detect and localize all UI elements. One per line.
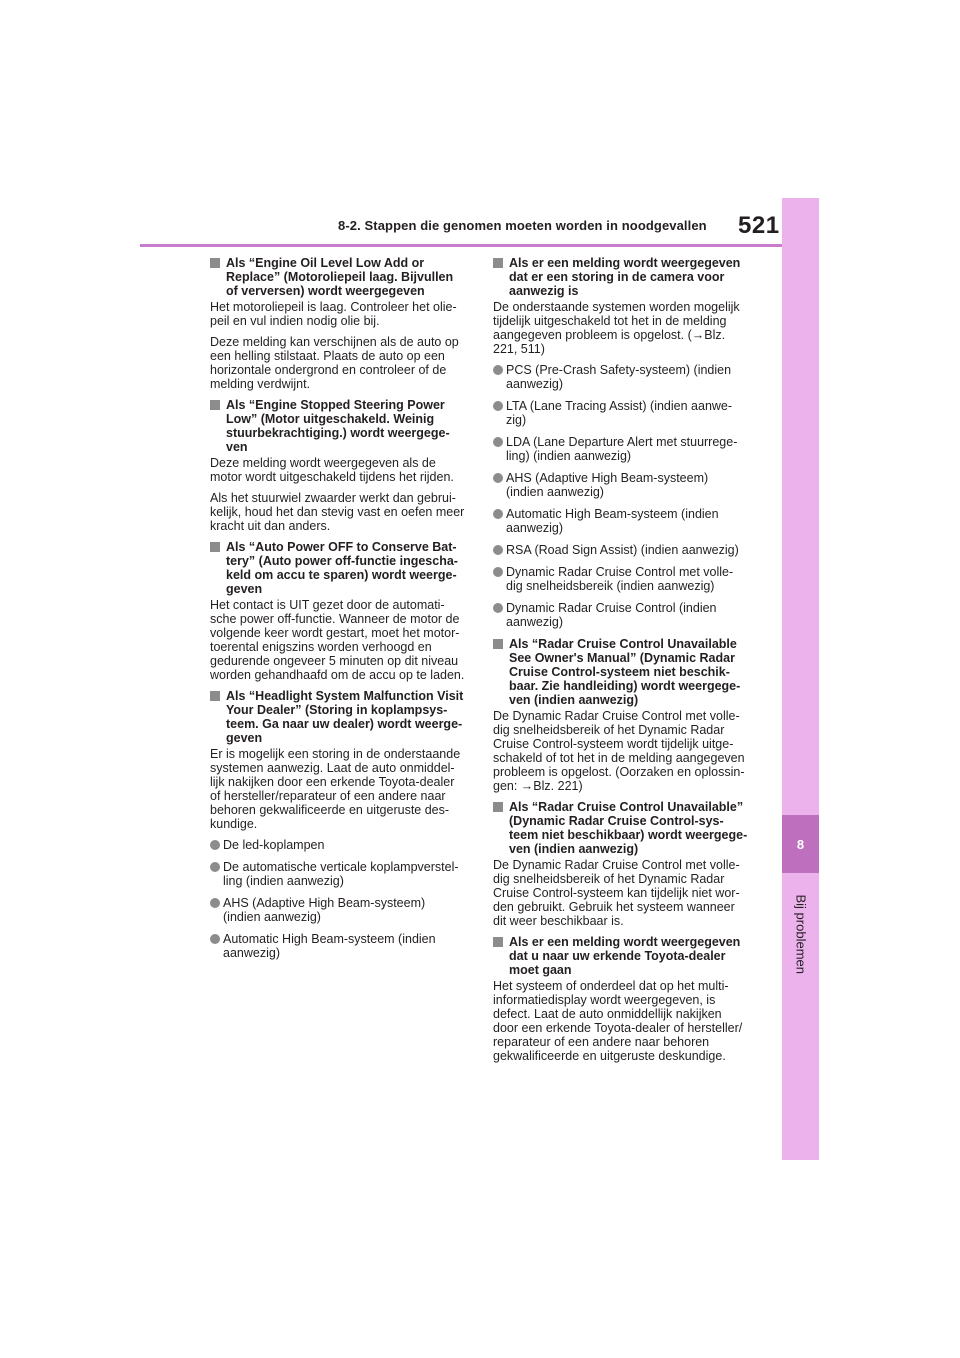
left-column <box>210 256 466 968</box>
heading-text: Als “Radar Cruise Control Unavailable” (Dynamic Radar Cruise Control-sys-teem niet beschikbaar) wordt weergege-ven (indien aanwezig) <box>509 800 748 856</box>
section <box>210 256 466 391</box>
section <box>493 256 749 629</box>
list-item <box>493 435 749 463</box>
heading-text: Als “Auto Power OFF to Conserve Bat-tery” (Auto power off-functie ingescha-keld om accu te sparen) wordt weerge-geven <box>226 540 458 596</box>
list-item-text: Automatic High Beam-systeem (indien aanwezig) <box>223 932 436 960</box>
body-paragraph: Het contact is UIT gezet door de automati-sche power off-functie. Wanneer de motor de volgende keer wordt gestart, moet het motor-toerental enigszins worden verhoogd en gedurende ongeveer 5 minuten op dit niveau worden gehandhaafd om de accu op te laden. <box>210 598 465 682</box>
square-bullet-icon <box>210 400 220 410</box>
heading-text: Als “Headlight System Malfunction Visit Your Dealer” (Storing in koplampsys-teem. Ga naar uw dealer) wordt weerge-geven <box>226 689 464 745</box>
square-bullet-icon <box>493 937 503 947</box>
list-item-text: De automatische verticale koplampverstel-ling (indien aanwezig) <box>223 860 459 888</box>
list-item-text: Dynamic Radar Cruise Control (indien aanwezig) <box>506 601 717 629</box>
body-paragraph: Er is mogelijk een storing in de onderstaande systemen aanwezig. Laat de auto onmiddel-lijk nakijken door een erkende Toyota-dealer of hersteller/reparateur of een andere naar behoren gekwalificeerde en uitgeruste des-kundige. <box>210 747 461 831</box>
list-item <box>210 932 466 960</box>
circle-bullet-icon <box>210 898 220 908</box>
list-item-text: PCS (Pre-Crash Safety-systeem) (indien aanwezig) <box>506 363 732 391</box>
body-paragraph: Het motoroliepeil is laag. Controleer het olie-peil en vul indien nodig olie bij. <box>210 300 457 328</box>
list-item <box>210 896 466 924</box>
list-item-text: AHS (Adaptive High Beam-systeem) (indien aanwezig) <box>506 471 709 499</box>
circle-bullet-icon <box>210 840 220 850</box>
body-paragraph: Het systeem of onderdeel dat op het multi-informatiedisplay wordt weergegeven, is defect. Laat de auto onmiddellijk nakijken door een erkende Toyota-dealer of hersteller/ reparateur of een andere naar behoren gekwalificeerde en uitgeruste deskundige. <box>493 979 743 1063</box>
list-item-text: RSA (Road Sign Assist) (indien aanwezig) <box>506 543 739 557</box>
section-heading <box>210 256 466 298</box>
circle-bullet-icon <box>493 567 503 577</box>
page-number: 521 <box>738 212 780 239</box>
square-bullet-icon <box>210 542 220 552</box>
list-item-text: Dynamic Radar Cruise Control met volle-dig snelheidsbereik (indien aanwezig) <box>506 565 734 593</box>
circle-bullet-icon <box>493 545 503 555</box>
circle-bullet-icon <box>493 603 503 613</box>
chapter-label: Bij problemen <box>793 894 809 974</box>
section-heading <box>210 398 466 454</box>
list-item <box>493 565 749 593</box>
heading-text: Als “Radar Cruise Control Unavailable See Owner's Manual” (Dynamic Radar Cruise Control-systeem niet beschik-baar. Zie handleiding) wordt weergege-ven (indien aanwezig) <box>509 637 741 707</box>
list-item <box>210 838 466 852</box>
section <box>210 540 466 682</box>
heading-text: Als er een melding wordt weergegeven dat u naar uw erkende Toyota-dealer moet gaan <box>509 935 741 977</box>
body-paragraph: De onderstaande systemen worden mogelijk tijdelijk uitgeschakeld tot het in de melding aangegeven probleem is opgelost. (→Blz. 221, 511) <box>493 300 740 356</box>
section-heading <box>493 637 749 707</box>
section-heading <box>493 800 749 856</box>
list-item-text: LDA (Lane Departure Alert met stuurrege-ling) (indien aanwezig) <box>506 435 738 463</box>
section <box>210 689 466 960</box>
section-heading <box>493 256 749 298</box>
section <box>210 398 466 533</box>
circle-bullet-icon <box>493 401 503 411</box>
circle-bullet-icon <box>210 934 220 944</box>
list-item <box>493 507 749 535</box>
square-bullet-icon <box>493 639 503 649</box>
list-item <box>210 860 466 888</box>
list-item <box>493 363 749 391</box>
heading-text: Als “Engine Oil Level Low Add or Replace” (Motoroliepeil laag. Bijvullen of verversen) wordt weergegeven <box>226 256 454 298</box>
circle-bullet-icon <box>493 365 503 375</box>
body-paragraph: Deze melding wordt weergegeven als de motor wordt uitgeschakeld tijdens het rijden. <box>210 456 454 484</box>
chapter-number: 8 <box>782 815 819 873</box>
body-paragraph: Als het stuurwiel zwaarder werkt dan gebrui-kelijk, houd het dan stevig vast en oefen meer kracht uit dan anders. <box>210 491 465 533</box>
circle-bullet-icon <box>493 473 503 483</box>
list-item-text: Automatic High Beam-systeem (indien aanwezig) <box>506 507 719 535</box>
list-item-text: LTA (Lane Tracing Assist) (indien aanwe-zig) <box>506 399 733 427</box>
square-bullet-icon <box>210 258 220 268</box>
square-bullet-icon <box>493 802 503 812</box>
square-bullet-icon <box>210 691 220 701</box>
square-bullet-icon <box>493 258 503 268</box>
body-paragraph: De Dynamic Radar Cruise Control met volle-dig snelheidsbereik of het Dynamic Radar Cruise Control-systeem wordt tijdelijk uitge-schakeld of tot het in de melding aangegeven probleem is opgelost. (Oorzaken en oplossin-gen: →Blz. 221) <box>493 709 745 793</box>
section-heading <box>210 540 466 596</box>
list-item <box>493 471 749 499</box>
chapter-tab <box>782 198 819 1160</box>
body-paragraph: Deze melding kan verschijnen als de auto op een helling stilstaat. Plaats de auto op een horizontale ondergrond en controleer of de melding verdwijnt. <box>210 335 459 391</box>
heading-text: Als “Engine Stopped Steering Power Low” (Motor uitgeschakeld. Weinig stuurbekrachtiging.) wordt weergege-ven <box>226 398 450 454</box>
circle-bullet-icon <box>493 437 503 447</box>
list-item <box>493 601 749 629</box>
list-item <box>493 543 749 557</box>
circle-bullet-icon <box>210 862 220 872</box>
heading-text: Als er een melding wordt weergegeven dat er een storing in de camera voor aanwezig is <box>509 256 741 298</box>
list-item-text: AHS (Adaptive High Beam-systeem) (indien aanwezig) <box>223 896 426 924</box>
section <box>493 637 749 793</box>
section <box>493 800 749 928</box>
section-title: 8-2. Stappen die genomen moeten worden in noodgevallen <box>338 218 707 233</box>
section-heading <box>493 935 749 977</box>
section <box>493 935 749 1063</box>
list-item <box>493 399 749 427</box>
section-heading <box>210 689 466 745</box>
circle-bullet-icon <box>493 509 503 519</box>
right-column <box>493 256 749 1070</box>
list-item-text: De led-koplampen <box>223 838 325 852</box>
body-paragraph: De Dynamic Radar Cruise Control met volle-dig snelheidsbereik of het Dynamic Radar Cruise Control-systeem kan tijdelijk niet wor-den gebruikt. Gebruik het systeem wanneer dit weer beschikbaar is. <box>493 858 740 928</box>
header-divider <box>140 244 782 247</box>
